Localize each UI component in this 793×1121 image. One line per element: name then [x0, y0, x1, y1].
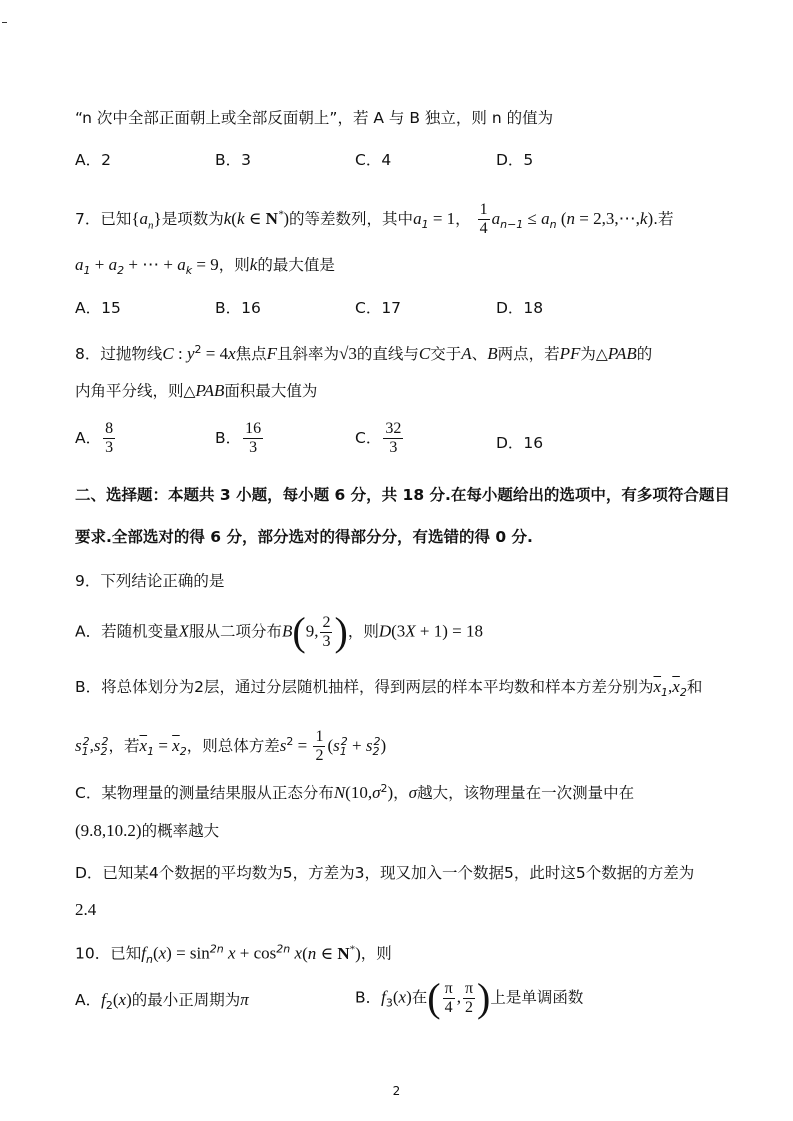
- section-2-heading-line-2: 要求.全部选对的得 6 分，部分选对的得部分分，有选错的得 0 分.: [75, 528, 533, 546]
- q9-stem: 9．下列结论正确的是: [75, 572, 225, 590]
- q7-option-d: D．18: [496, 299, 544, 317]
- q10-option-a: A．$f_2(x)$的最小正周期为π: [75, 990, 249, 1013]
- q6-option-c: C．4: [355, 151, 392, 169]
- q9-option-c-line-2: (9.8,10.2)的概率越大: [75, 821, 220, 840]
- q7-option-b: B．16: [215, 299, 261, 317]
- q8-option-d: D．16: [496, 434, 544, 452]
- section-2-heading-line-1: 二、选择题：本题共 3 小题，每小题 6 分，共 18 分.在每小题给出的选项中，有多项符合题目: [75, 486, 730, 504]
- q9-option-c-line-1: C．某物理量的测量结果服从正态分布$N(10,\sigma^2)$，σ越大，该物理量在一次测量中在: [75, 782, 635, 803]
- q7-line-2: $a_1 + a_2$ + ⋯ + $a_k = 9$，则k的最大值是: [75, 255, 335, 278]
- q7-option-a: A．15: [75, 299, 121, 317]
- q8-option-b: B． $\frac{16}{3}$: [215, 420, 262, 456]
- q10-option-b: B．$f_3(x)$在( $\frac{\pi}{4}$ , $\frac{\pi}{2}$ )上是单调函数: [355, 975, 584, 1020]
- page-number: 2: [392, 1084, 401, 1098]
- q10-stem: 10．已知$f_n(x) = \sin^{2n} x + \cos^{2n} x(n$ ∈ N*)，则: [75, 942, 392, 966]
- q8-line-2: 内角平分线，则△PAB面积最大值为: [75, 381, 318, 400]
- q9-option-a: A．若随机变量X服从二项分布B(9, $\frac{2}{3}$ )，则D(3X + 1) = 18: [75, 609, 484, 654]
- q9-option-d-line-1: D．已知某4个数据的平均数为5，方差为3，现又加入一个数据5，此时这5个数据的方差为: [75, 864, 695, 882]
- q6-option-d: D．5: [496, 151, 534, 169]
- corner-mark: [2, 22, 7, 23]
- q9-option-b-line-2: $s_1^2,s_2^2$，若$\overline{x}_1 = \overline{x}_2$，则总体方差$s^2$ = $\frac{1}{2}$ $(s_1^2 + s_2^2)$: [75, 728, 387, 764]
- q8-option-c: C． $\frac{32}{3}$: [355, 420, 402, 456]
- q7-line-1: 7．已知$\{a_n\}$是项数为k(k ∈ N*)的等差数列，其中$a_1 = 1$， $\frac{1}{4}$ $a_{n-1} \le a_n$ (n = 2,3,⋯,k).若: [75, 201, 674, 237]
- q6-option-b: B．3: [215, 151, 251, 169]
- q9-option-b-line-1: B．将总体划分为2层，通过分层随机抽样，得到两层的样本平均数和样本方差分别为$\overline{x}_1,\overline{x}_2$和: [75, 677, 703, 700]
- q8-option-a: A． $\frac{8}{3}$: [75, 420, 114, 456]
- q9-option-d-line-2: 2.4: [75, 900, 97, 919]
- q6-tail: “n 次中全部正面朝上或全部反面朝上”，若 A 与 B 独立，则 n 的值为: [75, 109, 554, 127]
- q6-option-a: A．2: [75, 151, 111, 169]
- q7-option-c: C．17: [355, 299, 402, 317]
- q8-line-1: 8．过抛物线C : $y^2 = 4x$焦点F且斜率为√3的直线与C交于A、B两点，若PF为△PAB的: [75, 343, 653, 364]
